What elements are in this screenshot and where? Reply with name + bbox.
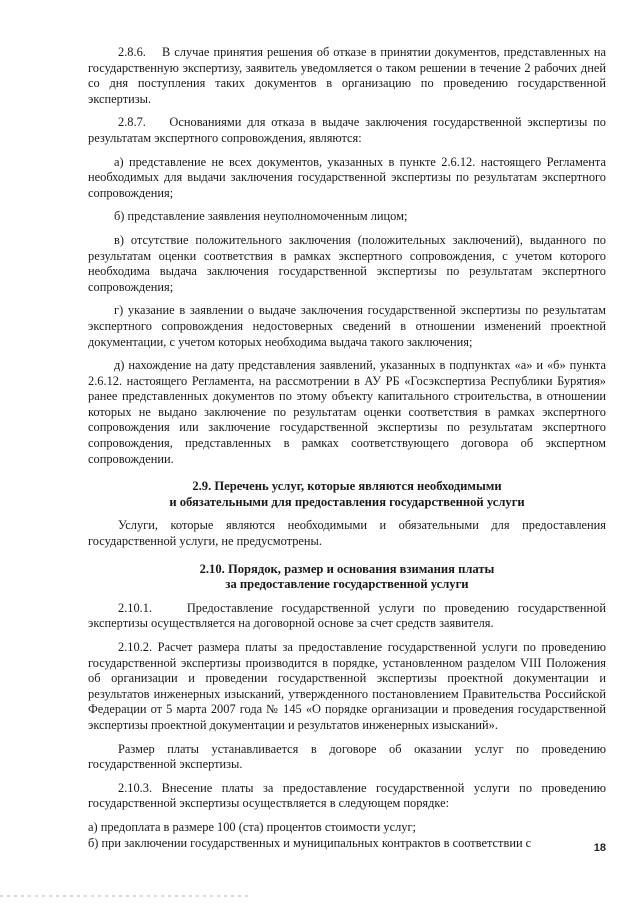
section-heading-2-10-line2: за предоставление государственной услуги — [225, 577, 469, 592]
section-heading-2-10-line1: 2.10. Порядок, размер и основания взимания платы — [199, 561, 495, 576]
paragraph-2-8-6: 2.8.6. В случае принятия решения об отказе в принятии документов, представленных на государственную экспертизу, заявитель уведомляется о таком решении в течение 2 рабочих дней со дня поступления таких документов в организацию по проведению государственной экспертизы. — [88, 45, 606, 106]
paragraph-2-8-7: 2.8.7. Основаниями для отказа в выдаче заключения государственной экспертизы по результатам экспертного сопровождения, являются: — [88, 115, 606, 145]
page-body — [88, 45, 606, 851]
page-number: 18 — [593, 842, 606, 854]
list-item-2-10-3-b: б) при заключении государственных и муниципальных контрактов в соответствии с — [88, 835, 532, 850]
list-item-2-8-7-g: г) указание в заявлении о выдаче заключения государственной экспертизы по результатам экспертного сопровождения недостоверных сведений в отношении изменений проектной документации, с учетом которых необходима выдача такого заключения; — [88, 303, 606, 349]
section-heading-2-9 — [88, 479, 606, 510]
section-heading-2-10 — [88, 562, 606, 593]
list-item-2-8-7-a: а) представление не всех документов, указанных в пункте 2.6.12. настоящего Регламента необходимых для выдачи заключения государственной экспертизы по результатам экспертного сопровождения; — [88, 154, 606, 200]
paragraph-2-9: Услуги, которые являются необходимыми и обязательными для предоставления государственной услуги, не предусмотрены. — [88, 518, 606, 549]
section-heading-2-9-line1: 2.9. Перечень услуг, которые являются необходимыми — [192, 479, 502, 494]
paragraph-2-10-2: 2.10.2. Расчет размера платы за предоставление государственной услуги по проведению государственной экспертизы производится в порядке, установленном разделом VIII Положения об организации и проведении государственной экспертизы проектной документации и результатов инженерных изысканий, утвержденного постановлением Правительства Российской Федерации от 5 марта 2007 года № 145 «О порядке организации и проведения государственной экспертизы проектной документации и результатов инженерных изысканий». — [88, 640, 606, 732]
paragraph-2-10-1: 2.10.1. Предоставление государственной услуги по проведению государственной экспертизы осуществляется на договорной основе за счет средств заявителя. — [88, 600, 606, 631]
scan-artifact — [0, 895, 250, 897]
section-heading-2-9-line2: и обязательными для предоставления государственной услуги — [169, 494, 525, 509]
paragraph-fee-size: Размер платы устанавливается в договоре об оказании услуг по проведению государственной экспертизы. — [88, 741, 606, 772]
list-item-2-10-3-a: а) предоплата в размере 100 (ста) процентов стоимости услуг; — [88, 819, 416, 834]
list-item-2-8-7-b: б) представление заявления неуполномоченным лицом; — [114, 209, 408, 224]
paragraph-2-10-3: 2.10.3. Внесение платы за предоставление государственной услуги по проведению государственной экспертизы осуществляется в следующем порядке: — [88, 780, 606, 811]
list-item-2-8-7-v: в) отсутствие положительного заключения (положительных заключений), выданного по результатам оценки соответствия в рамках экспертного сопровождения, с учетом которого необходима выдача заключения государственной экспертизы по результатам экспертного сопровождения; — [88, 232, 606, 294]
list-item-2-8-7-d: д) нахождение на дату представления заявлений, указанных в подпунктах «а» и «б» пункта 2.6.12. настоящего Регламента, на рассмотрении в АУ РБ «Госэкспертиза Республики Бурятия» ранее представленных документов по этому объекту капитального строительства, в отношении которых не выдано заключение по результатам оценки соответствия в рамках экспертного сопровождения или заключение государственной экспертизы по результатам экспертного сопровождения, представленных в рамках соответствующего договора об экспертном сопровождении. — [88, 358, 606, 466]
